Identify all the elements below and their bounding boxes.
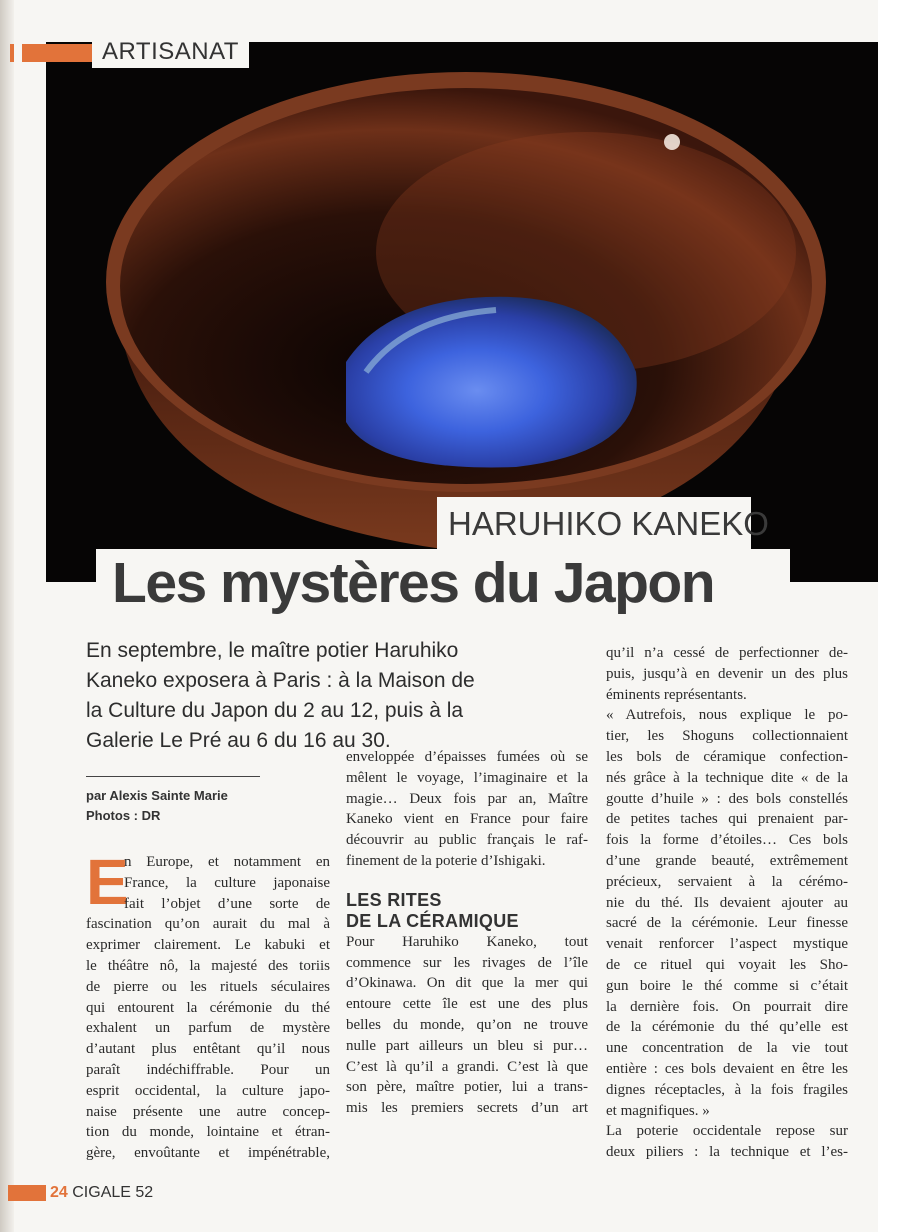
body-line: magie… Deux fois par an, Maître — [346, 790, 588, 807]
body-line: esprit occidental, la culture japo- — [86, 1082, 330, 1099]
body-line: mêlent le voyage, l’imaginaire et la — [346, 769, 588, 786]
lede-line: En septembre, le maître potier Haruhiko — [86, 639, 459, 662]
blue-glaze-pool — [346, 297, 637, 468]
body-line: gun boire le thé comme si c’était — [606, 977, 848, 994]
body-line: la dernière fois. On pourrait dire — [606, 998, 848, 1015]
body-line: gère, envoûtante et impénétrable, — [86, 1145, 330, 1162]
section-subhead: LES RITES — [346, 889, 442, 910]
rim-reflection — [664, 134, 680, 150]
body-line: qui entourent la cérémonie du thé — [86, 999, 330, 1016]
body-line: tion du monde, lointaine et étran- — [86, 1124, 330, 1141]
body-line: fois la forme d’étoiles… Ces bols — [606, 832, 848, 849]
body-line: découvrir au public français le raf- — [346, 832, 588, 849]
body-line: de pierre ou les rituels séculaires — [86, 978, 330, 995]
body-line: les bols de céramique confection- — [606, 748, 848, 765]
page-number: 24 — [50, 1184, 68, 1201]
body-line: de la cérémonie du thé qu’elle est — [606, 1019, 848, 1036]
page-folio — [50, 1182, 153, 1204]
body-line: puis, jusqu’à en devenir un des plus — [606, 665, 848, 682]
body-line: qu’il n’a cessé de perfectionner de- — [606, 645, 848, 661]
body-line: exprimer clairement. Le kabuki et — [86, 937, 330, 954]
body-line: naise présente une autre concep- — [86, 1103, 330, 1120]
body-line: belles du monde, qu’on ne trouve — [346, 1016, 588, 1033]
body-line: dignes réceptacles, à la fois fragiles — [606, 1081, 848, 1098]
page-right-margin — [878, 0, 900, 1232]
body-line: nie du thé. Ils devaient ajouter au — [606, 894, 848, 911]
body-line: mis les premiers secrets d’un art — [346, 1100, 588, 1117]
body-line: deux piliers : la technique et l’es- — [606, 1144, 848, 1161]
article-title: Les mystères du Japon — [112, 551, 715, 615]
body-line: Kaneko vient en France pour faire — [346, 811, 588, 828]
body-line: une concentration de la vie tout — [606, 1040, 848, 1057]
section-subhead: DE LA CÉRAMIQUE — [346, 910, 519, 931]
text-column-3 — [606, 643, 848, 1163]
body-line: précieux, servaient à la cérémo- — [606, 873, 848, 890]
body-line: éminents représentants. — [606, 686, 747, 703]
section-label: ARTISANAT — [92, 36, 249, 68]
text-column-2 — [346, 747, 588, 1119]
body-line: et magnifiques. » — [606, 1102, 710, 1119]
body-line: fascination qu’on aurait du mal à — [86, 916, 330, 933]
body-line: nulle part ailleurs un bleu si pur… — [346, 1037, 588, 1054]
body-line: d’autant plus entêtant qu’il nous — [86, 1041, 330, 1058]
text-column-1 — [86, 846, 330, 1164]
body-line: d’Okinawa. On dit que la mer qui — [346, 975, 588, 992]
body-line: Pour Haruhiko Kaneko, tout — [346, 933, 588, 950]
byline-photos: Photos : DR — [86, 808, 161, 823]
drop-cap: E — [86, 846, 129, 918]
body-line: venait renforcer l’aspect mystique — [606, 936, 848, 953]
body-line: paraît indéchiffrable. Pour un — [86, 1061, 330, 1078]
body-line: entoure cette île est une des plus — [346, 996, 588, 1013]
byline-author: par Alexis Sainte Marie — [86, 788, 228, 803]
article-lede — [86, 636, 576, 756]
folio-accent-bar — [8, 1185, 46, 1201]
body-line: enveloppée d’épaisses fumées où se — [346, 749, 588, 765]
body-line: France, la culture japonaise — [124, 874, 330, 891]
body-line: goutte d’huile » : des bols constellés — [606, 790, 848, 807]
body-line: « Autrefois, nous explique le po- — [606, 707, 848, 724]
page-gutter-shadow — [0, 0, 14, 1232]
body-line: entière : ces bols devaient en être les — [606, 1060, 848, 1077]
magazine-issue: CIGALE 52 — [72, 1184, 154, 1201]
lede-line: Galerie Le Pré au 6 du 16 au 30. — [86, 729, 391, 752]
body-line: exhalent un parfum de mystère — [86, 1020, 330, 1037]
body-line: n Europe, et notamment en — [124, 854, 330, 870]
body-line: fait l’objet d’une sorte de — [124, 895, 330, 912]
article-subtitle: HARUHIKO KANEKO — [448, 505, 769, 542]
section-tick — [10, 44, 14, 62]
body-line: C’est là qu’il a grandi. C’est là que — [346, 1058, 588, 1075]
body-line: d’une grande beauté, extrêmement — [606, 852, 848, 869]
body-line: sacré de la cérémonie. Leur finesse — [606, 915, 848, 932]
byline-rule — [86, 776, 260, 777]
body-line: son père, maître potier, lui a trans- — [346, 1079, 588, 1096]
body-line: nés grâce à la technique dite « de la — [606, 769, 848, 786]
lede-line: la Culture du Japon du 2 au 12, puis à la — [86, 699, 464, 722]
lede-line: Kaneko exposera à Paris : à la Maison de — [86, 669, 475, 692]
body-line: La poterie occidentale repose sur — [606, 1123, 848, 1140]
body-line: de petites taches qui prenaient par- — [606, 811, 848, 828]
section-accent-bar — [22, 44, 92, 62]
body-line: le théâtre nô, la majesté des toriis — [86, 957, 330, 974]
body-line: de ce rituel qui voyait les Sho- — [606, 956, 848, 973]
byline — [86, 786, 228, 826]
body-line: tier, les Shoguns collectionnaient — [606, 728, 848, 745]
body-line: commence sur les rivages de l’île — [346, 954, 588, 971]
body-line: finement de la poterie d’Ishigaki. — [346, 852, 546, 869]
